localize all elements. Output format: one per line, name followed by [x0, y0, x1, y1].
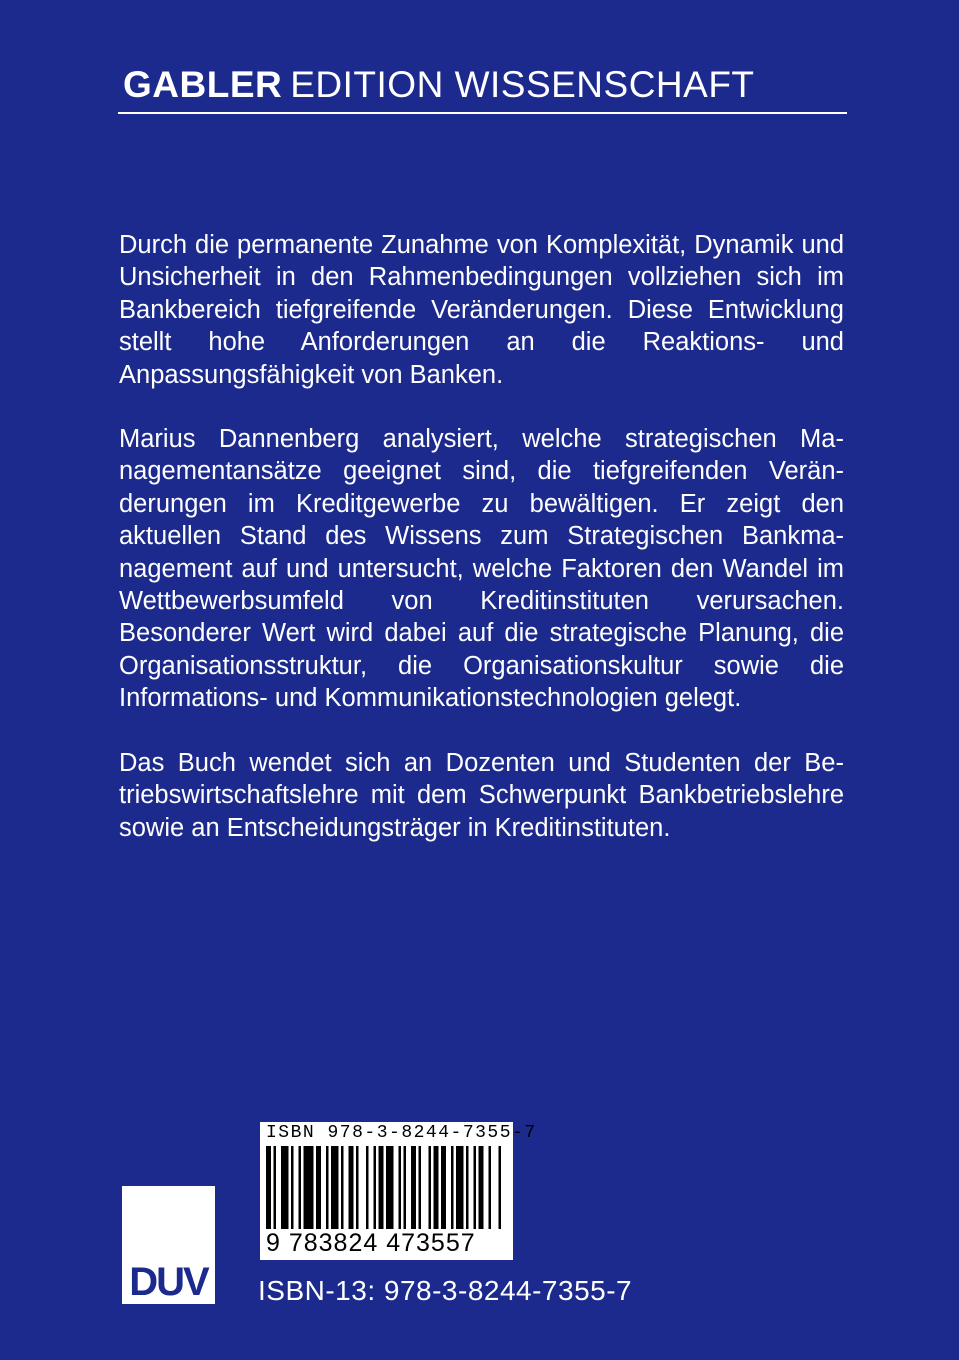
barcode-bar [299, 1146, 302, 1229]
barcode-bar [429, 1146, 432, 1229]
isbn13-text: ISBN-13: 978-3-8244-7355-7 [258, 1275, 633, 1306]
barcode-bar [479, 1146, 484, 1229]
publisher-logo-box [122, 1186, 215, 1304]
barcode-bar [304, 1146, 314, 1229]
barcode-bar [499, 1146, 502, 1229]
barcode-bar [451, 1146, 454, 1229]
barcode-bar [456, 1146, 464, 1229]
barcode-bar [366, 1146, 369, 1229]
blurb-paragraph-2: Marius Dannenberg analysiert, welche strategischen Managementansätze geeignet sind, die tiefgreifenden Veränderungen im Kreditgewerbe zu bewältigen. Er zeigt den aktuellen Stand des Wissens zum Strategischen Bankmanagement auf und untersucht, welche Faktoren den Wandel im Wettbewerbsumfeld von Kreditinstituten verursachen. Besonderer Wert wird dabei auf die strategische Planung, die Organisationsstruktur, die Organisationskultur sowie die Informations- und Kommunikationstechnologien gelegt. [119, 425, 844, 713]
series-header [123, 62, 755, 108]
back-cover-blurb [119, 229, 844, 876]
barcode-bar [281, 1146, 289, 1229]
barcode-isbn-label: ISBN 978-3-8244-7355-7 [266, 1123, 537, 1143]
barcode-bar [274, 1146, 277, 1229]
barcode-bar [349, 1146, 354, 1229]
barcode-bar [411, 1146, 416, 1229]
barcode-bar [341, 1146, 344, 1229]
barcode-bar [374, 1146, 377, 1229]
barcode-bar [326, 1146, 329, 1229]
barcode-bar [316, 1146, 321, 1229]
isbn-barcode [260, 1122, 537, 1260]
blurb-paragraph-1: Durch die permanente Zunahme von Komplexität, Dynamik und Unsicherheit in den Rahmenbedingungen vollziehen sich im Bankbereich tiefgreifende Veränderungen. Diese Entwicklung stellt hohe Anforderungen an die Reaktions- und Anpassungsfähigkeit von Banken. [119, 231, 844, 389]
barcode-bar [331, 1146, 339, 1229]
publisher-brand: GABLER [123, 64, 283, 105]
barcode-bar [489, 1146, 492, 1229]
barcode-bar [386, 1146, 394, 1229]
barcode-bar [356, 1146, 359, 1229]
barcode-bar [466, 1146, 469, 1229]
duv-logo: DUV [129, 1260, 208, 1304]
barcode-bar [266, 1146, 271, 1229]
blurb-paragraph-3: Das Buch wendet sich an Dozenten und Studenten der Betriebswirtschaftslehre mit dem Schwerpunkt Bankbetriebslehre sowie an Entscheidungsträger in Kreditinstituten. [119, 748, 844, 842]
barcode-bar [434, 1146, 439, 1229]
barcode-bar [291, 1146, 294, 1229]
barcode-bar [404, 1146, 407, 1229]
barcode-bar [474, 1146, 477, 1229]
barcode-bar [441, 1146, 446, 1229]
barcode-bar [399, 1146, 402, 1229]
header-divider [118, 112, 847, 114]
barcode-bar [379, 1146, 384, 1229]
barcode-digits: 9 783824 473557 [266, 1229, 476, 1257]
barcode-bar [419, 1146, 422, 1229]
series-name: EDITION WISSENSCHAFT [290, 64, 755, 105]
